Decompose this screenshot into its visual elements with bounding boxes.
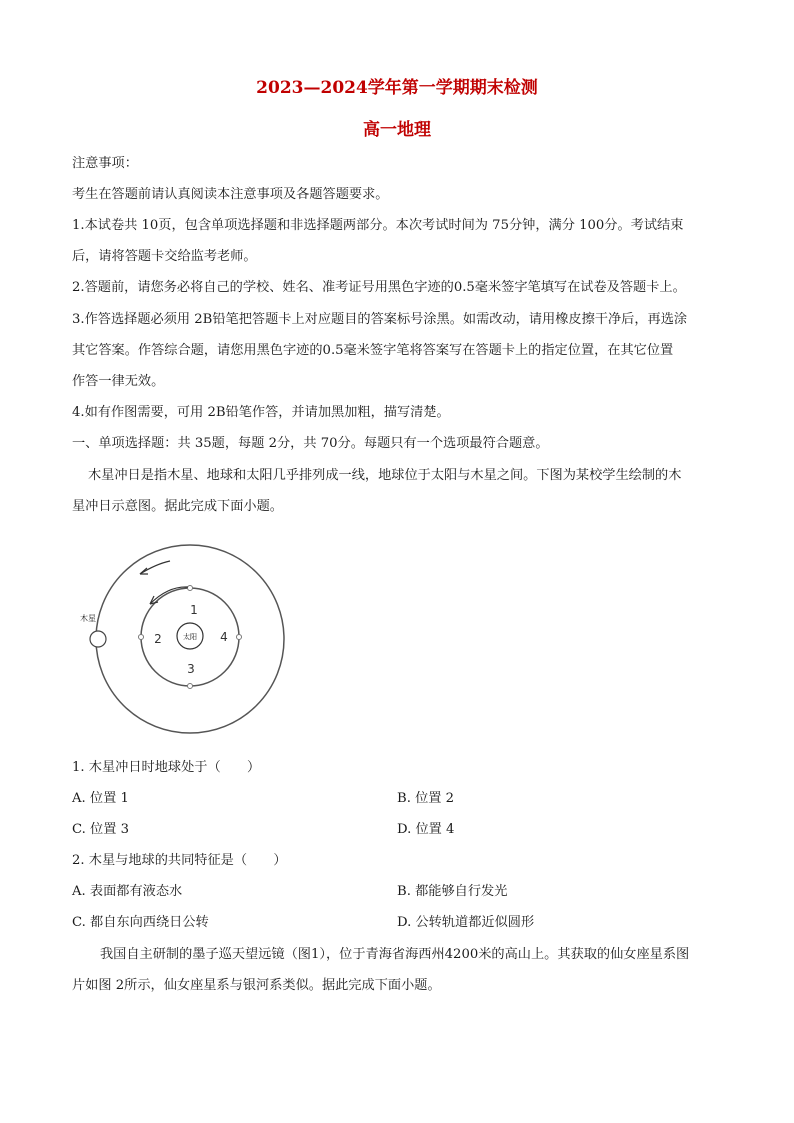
q1-stem: 1. 木星冲日时地球处于（ ） [72,760,261,775]
jupiter-label: 木星 [80,614,96,623]
passage2-line-2: 片如图 2所示，仙女座星系与银河系类似。据此完成下面小题。 [72,978,441,993]
notice-item-3-line-1: 3.作答选择题必须用 2B铅笔把答题卡上对应题目的答案标号涂黑。如需改动，请用橡皮擦干净后，再选涂 [72,312,688,327]
position-3-marker [188,684,193,689]
q1-option-b: B. 位置 2 [397,791,455,806]
passage2-line-1: 我国自主研制的墨子巡天望远镜（图1），位于青海省海西州4200米的高山上。其获取的仙女座星系图 [100,947,690,962]
position-2-marker [139,635,144,640]
position-4-label: 4 [220,630,228,644]
notice-item-2: 2.答题前，请您务必将自己的学校、姓名、准考证号用黑色字迹的0.5毫米签字笔填写在试卷及答题卡上。 [72,280,686,295]
q1-option-a: A. 位置 1 [72,791,129,806]
position-1-label: 1 [190,603,198,617]
notice-item-3-line-2: 其它答案。作答综合题，请您用黑色字迹的0.5毫米签字笔将答案写在答题卡上的指定位置，在其它位置 [72,343,674,358]
notice-item-1-line-2: 后，请将答题卡交给监考老师。 [72,249,257,264]
exam-title: 2023—2024学年第一学期期末检测 [256,78,538,98]
exam-subject: 高一地理 [363,120,431,140]
sun-label: 太阳 [183,633,197,641]
q2-option-c: C. 都自东向西绕日公转 [72,915,209,930]
notice-item-3-line-3: 作答一律无效。 [72,374,165,389]
notice-item-4: 4.如有作图需要，可用 2B铅笔作答，并请加黑加粗，描写清楚。 [72,405,450,420]
position-3-label: 3 [187,662,195,676]
passage-line-1: 木星冲日是指木星、地球和太阳几乎排列成一线，地球位于太阳与木星之间。下图为某校学生绘制的木 [88,468,682,483]
q1-option-d: D. 位置 4 [397,822,455,837]
q2-option-b: B. 都能够自行发光 [397,884,508,899]
q1-option-c: C. 位置 3 [72,822,129,837]
q2-option-a: A. 表面都有液态水 [72,884,183,899]
position-1-marker [188,586,193,591]
q2-option-d: D. 公转轨道都近似圆形 [397,915,535,930]
section-heading: 一、单项选择题：共 35题，每题 2分，共 70分。每题只有一个选项最符合题意。 [72,436,549,451]
jupiter-arrow-head [140,568,148,574]
position-2-label: 2 [154,632,162,646]
jupiter [90,631,106,647]
passage-line-2: 星冲日示意图。据此完成下面小题。 [72,499,283,514]
notice-heading: 注意事项： [72,156,138,171]
notice-item-1-line-1: 1.本试卷共 10页，包含单项选择题和非选择题两部分。本次考试时间为 75分钟，满分 100分。考试结束 [72,218,684,233]
notice-intro: 考生在答题前请认真阅读本注意事项及各题答题要求。 [72,187,389,202]
jupiter-opposition-diagram [78,544,293,734]
position-4-marker [237,635,242,640]
jupiter-direction-arrow [140,561,170,574]
q2-stem: 2. 木星与地球的共同特征是（ ） [72,853,287,868]
